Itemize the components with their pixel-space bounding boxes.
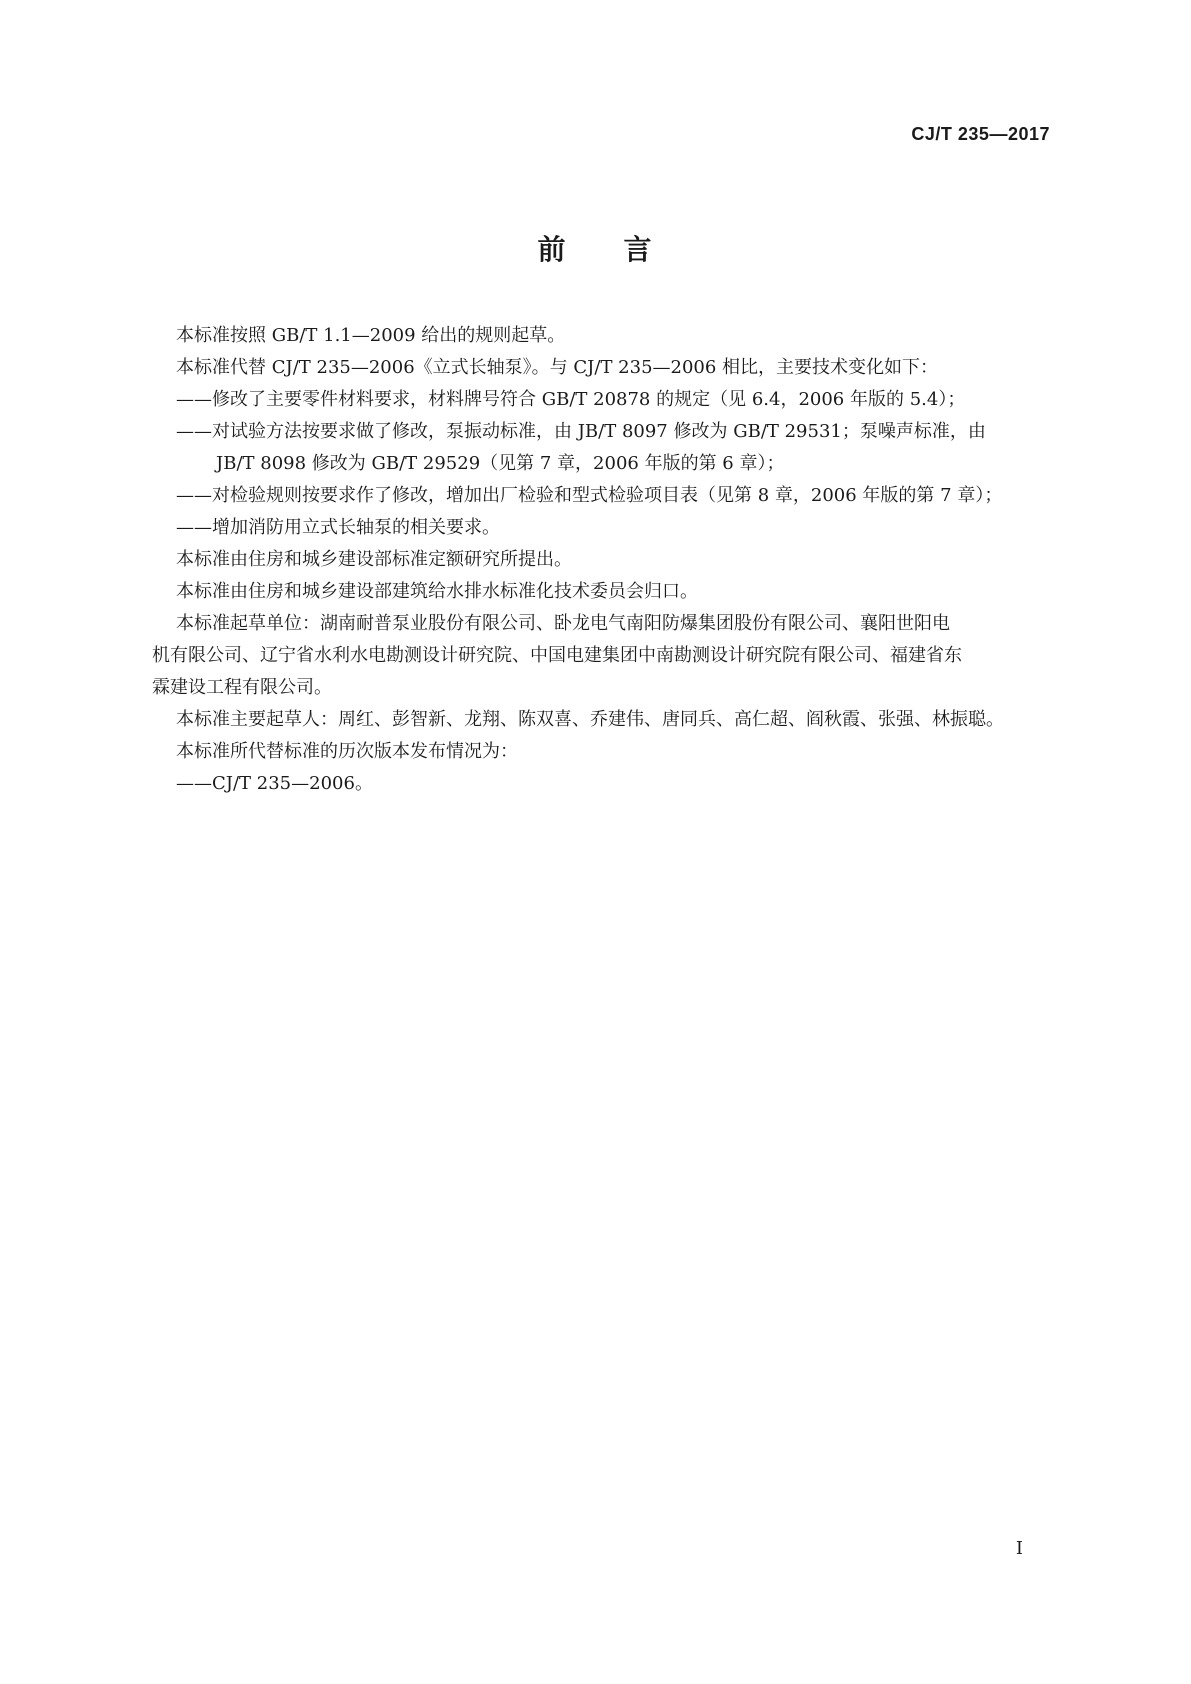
page-number: I — [1015, 1538, 1023, 1559]
paragraph-drafting-rules: 本标准按照 GB/T 1.1—2009 给出的规则起草。 — [176, 325, 566, 346]
change-item-test-methods-cont: JB/T 8098 修改为 GB/T 29529（见第 7 章，2006 年版的第 6 章）； — [216, 453, 785, 474]
paragraph-under-jurisdiction: 本标准由住房和城乡建设部建筑给水排水标准化技术委员会归口。 — [176, 581, 698, 602]
paragraph-version-history: 本标准所代替标准的历次版本发布情况为： — [176, 741, 518, 762]
change-item-inspection: ——对检验规则按要求作了修改，增加出厂检验和型式检验项目表（见第 8 章，2006 年版的第 7 章）； — [176, 485, 1003, 506]
paragraph-drafting-units-cont2: 霖建设工程有限公司。 — [152, 677, 332, 698]
title-char-1: 前 — [537, 233, 568, 266]
title-char-2: 言 — [623, 233, 654, 266]
paragraph-proposed-by: 本标准由住房和城乡建设部标准定额研究所提出。 — [176, 549, 572, 570]
version-history-item: ——CJ/T 235—2006。 — [176, 773, 373, 794]
change-item-test-methods: ——对试验方法按要求做了修改，泵振动标准，由 JB/T 8097 修改为 GB/T 29531；泵噪声标准，由 — [176, 421, 986, 442]
page-title — [0, 228, 1191, 268]
change-item-materials: ——修改了主要零件材料要求，材料牌号符合 GB/T 20878 的规定（见 6.4，2006 年版的 5.4）； — [176, 389, 966, 410]
standard-code: CJ/T 235—2017 — [911, 124, 1050, 144]
change-item-fire-pump: ——增加消防用立式长轴泵的相关要求。 — [176, 517, 500, 538]
paragraph-drafting-units: 本标准起草单位：湖南耐普泵业股份有限公司、卧龙电气南阳防爆集团股份有限公司、襄阳世阳电 — [176, 613, 950, 634]
paragraph-drafting-units-cont1: 机有限公司、辽宁省水利水电勘测设计研究院、中国电建集团中南勘测设计研究院有限公司、福建省东 — [152, 645, 962, 666]
foreword-body — [152, 320, 1058, 800]
paragraph-drafters: 本标准主要起草人：周红、彭智新、龙翔、陈双喜、乔建伟、唐同兵、高仁超、阎秋霞、张强、林振聪。 — [176, 709, 1004, 730]
paragraph-replacement: 本标准代替 CJ/T 235—2006《立式长轴泵》。与 CJ/T 235—2006 相比，主要技术变化如下： — [176, 357, 939, 378]
